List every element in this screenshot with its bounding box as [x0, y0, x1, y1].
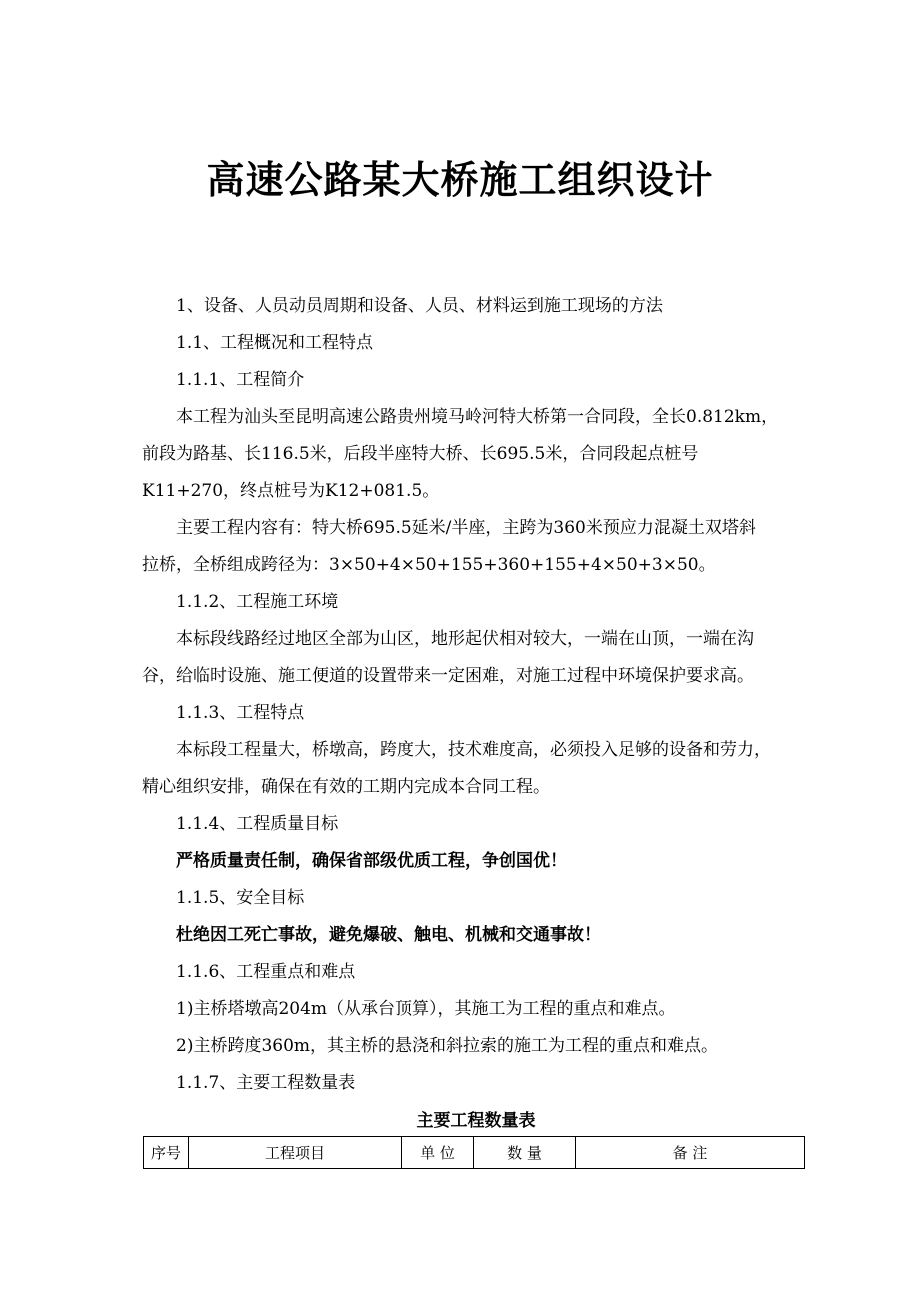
column-header-item: 工程项目	[189, 1137, 402, 1169]
section-heading-1-1-3: 1.1.3、工程特点	[176, 703, 305, 723]
column-header-index: 序号	[144, 1137, 189, 1169]
paragraph-line: K11+270，终点桩号为K12+081.5。	[142, 481, 440, 501]
paragraph-line: 精心组织安排，确保在有效的工期内完成本合同工程。	[142, 777, 550, 797]
column-header-remarks: 备 注	[576, 1137, 805, 1169]
list-item: 2)主桥跨度360m，其主桥的悬浇和斜拉索的施工为工程的重点和难点。	[176, 1036, 719, 1056]
list-item: 1)主桥塔墩高204m（从承台顶算），其施工为工程的重点和难点。	[176, 999, 676, 1019]
section-heading-1-1: 1.1、工程概况和工程特点	[176, 333, 374, 353]
paragraph-line: 本标段工程量大，桥墩高，跨度大，技术难度高，必须投入足够的设备和劳力，	[176, 740, 771, 760]
section-heading-1-1-5: 1.1.5、安全目标	[176, 888, 305, 908]
paragraph-line: 本工程为汕头至昆明高速公路贵州境马岭河特大桥第一合同段，全长0.812km，	[176, 407, 779, 427]
table-header-row	[144, 1137, 805, 1169]
section-heading-1-1-1: 1.1.1、工程简介	[176, 370, 305, 390]
quantity-table	[143, 1136, 805, 1169]
paragraph-line: 本标段线路经过地区全部为山区，地形起伏相对较大，一端在山顶，一端在沟	[176, 629, 754, 649]
quality-goal-statement: 严格质量责任制，确保省部级优质工程，争创国优！	[176, 851, 567, 871]
table-caption: 主要工程数量表	[416, 1111, 536, 1131]
document-title: 高速公路某大桥施工组织设计	[206, 158, 714, 202]
section-heading-1-1-4: 1.1.4、工程质量目标	[176, 814, 339, 834]
section-heading-1-1-7: 1.1.7、主要工程数量表	[176, 1073, 356, 1093]
document-body	[142, 288, 810, 1169]
paragraph-line: 谷，给临时设施、施工便道的设置带来一定困难，对施工过程中环境保护要求高。	[142, 666, 754, 686]
column-header-unit: 单 位	[402, 1137, 474, 1169]
column-header-quantity: 数 量	[474, 1137, 576, 1169]
paragraph-line: 前段为路基、长116.5米，后段半座特大桥、长695.5米，合同段起点桩号	[142, 444, 699, 464]
paragraph-line: 拉桥，全桥组成跨径为：3×50+4×50+155+360+155+4×50+3×50。	[142, 555, 716, 575]
safety-goal-statement: 杜绝因工死亡事故，避免爆破、触电、机械和交通事故！	[176, 925, 601, 945]
section-heading-1: 1、设备、人员动员周期和设备、人员、材料运到施工现场的方法	[176, 296, 663, 316]
paragraph-line: 主要工程内容有：特大桥695.5延米/半座，主跨为360米预应力混凝土双塔斜	[176, 518, 756, 538]
section-heading-1-1-2: 1.1.2、工程施工环境	[176, 592, 339, 612]
section-heading-1-1-6: 1.1.6、工程重点和难点	[176, 962, 356, 982]
